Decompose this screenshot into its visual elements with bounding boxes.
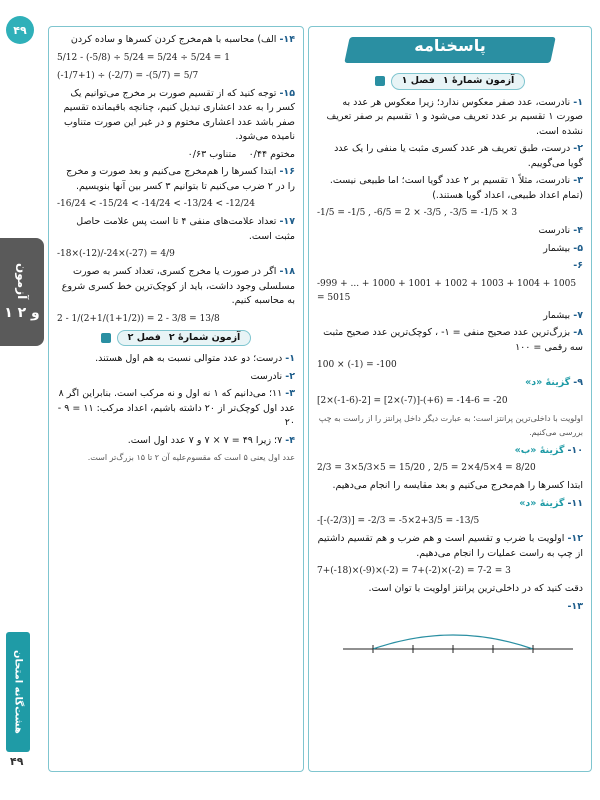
section-icon: [375, 76, 385, 86]
answer-item: ۶-: [573, 260, 583, 271]
math-line: -18×(-12)/-24×(-27) = 4/9: [57, 249, 175, 259]
math-line: 2/3 = 3×5/3×5 = 15/20 , 2/5 = 2×4/5×4 = 8/20: [317, 463, 536, 473]
exam-tab-label: آزمون: [15, 262, 29, 300]
math-line: (-1/7+1) ÷ (-2/7) = -(5/7) = 5/7: [57, 70, 199, 81]
math-line: 100 × (-1) = -100: [317, 360, 397, 370]
decimal-labels: مختوم ۰/۴۴ متناوب ۰/۶۳: [187, 148, 295, 160]
banner-title: پاسخنامه: [414, 36, 486, 55]
answer-item: ۱- درست؛ دو عدد متوالی نسبت به هم اول هستند.: [95, 353, 295, 364]
answer-item: ۱۷- تعداد علامت‌های منفی ۴ تا است پس علامت حاصل مثبت است.: [76, 216, 295, 242]
answer-item: ۸- بزرگ‌ترین عدد صحیح منفی = ۱- ، کوچک‌ترین عدد صحیح مثبت سه رقمی = ۱۰۰: [323, 327, 583, 353]
answer-item: ۴- ۷؛ زیرا ۴۹ = ۷ × ۷ و ۷ عدد اول است.: [127, 434, 295, 446]
answer-item: ۳- نادرست، مثلاً ۱ تقسیم بر ۲ عدد گویا است؛ اما طبیعی نیست. (تمام اعداد طبیعی، اعداد گویا هستند.): [329, 175, 583, 201]
answer-item: ۳- ۱۱؛ می‌دانیم که ۱ نه اول و نه مرکب است. بنابراین اگر ۸ عدد اول کوچک‌تر از ۲۰ داشته باشیم، اعداد مرکب: ۱۱ = ۹ - ۲۰: [57, 388, 295, 428]
page-number: ۴۹: [10, 755, 24, 768]
answer-item: ۱۴- الف) محاسبه با هم‌مخرج کردن کسرها و ساده کردن: [70, 34, 295, 45]
left-column: [48, 26, 304, 772]
answer-item: ۱۸- اگر در صورت یا مخرج کسری، تعداد کسر به صورت مسلسلی وجود داشت، باید از کوچک‌ترین خط کسری شروع به محاسبه کنیم.: [61, 266, 295, 306]
exam-tab: [0, 238, 44, 346]
section-icon: [101, 333, 111, 343]
answer-item: ۱۰- گزینهٔ «ب»: [514, 444, 583, 456]
answer-item: ۲- نادرست: [250, 370, 295, 382]
math-line: 7+(-18)×(-9)×(-2) = 7+(-2)×(-2) = 7-2 = 3: [317, 566, 511, 576]
number-line-diagram: [333, 621, 583, 661]
answer-item: ۱۳-: [567, 600, 583, 612]
math-line: [2×(-1-6)-2] = [2×(-7)]-(+6) = -14-6 = -20: [317, 395, 508, 406]
section-header-2: [57, 330, 295, 347]
section-chapter: فصل ۱: [401, 75, 435, 86]
section-label: آزمون شمارهٔ ۱: [442, 75, 515, 86]
answer-item: ۴- نادرست: [538, 225, 583, 236]
section-label: آزمون شمارهٔ ۲: [168, 331, 241, 343]
banner: [317, 33, 583, 69]
answer-item: ۲- درست، طبق تعریف هر عدد کسری مثبت یا منفی را یک عدد گویا می‌گوییم.: [334, 143, 583, 169]
brand-label: هشت‌گانه امتحان: [6, 632, 30, 752]
math-line: 5/12 - (-5/8) ÷ 5/24 = 5/24 ÷ 5/24 = 1: [57, 52, 230, 63]
answer-item: ۱۲- اولویت با ضرب و تقسیم است و هم ضرب و هم تقسیم داشتیم از چپ به راست عملیات را انجام می‌دهیم.: [317, 533, 583, 559]
answer-item: ۱۶- ابتدا کسرها را هم‌مخرج می‌کنیم و بعد صورت و مخرج را در ۲ ضرب می‌کنیم تا بتوانیم ۳ کسر بین آنها بنویسیم.: [66, 166, 295, 192]
math-line: -16/24 < -15/24 < -14/24 < -13/24 < -12/24: [57, 199, 255, 209]
math-line: -[-(-2/3)] = -2/3 = -5×2+3/5 = -13/5: [317, 516, 480, 526]
math-line: -1/5 = -1/5 , -6/5 = 2 × -3/5 , -3/5 = -1/5 × 3: [317, 208, 518, 218]
answer-item: ۹- گزینهٔ «د»: [525, 377, 583, 388]
answer-item: ۱۱- گزینهٔ «د»: [519, 497, 583, 509]
corner-badge: ۴۹: [6, 16, 34, 44]
note-inner: دقت کنید که در داخلی‌ترین پرانتز اولویت با توان است.: [368, 583, 583, 594]
answer-item: ۱- نادرست، عدد صفر معکوس ندارد؛ زیرا معکوس هر عدد به صورت ۱ تقسیم بر عدد تعریف می‌شود و ۱ تقسیم بر صفر تعریف نشده است.: [326, 96, 583, 137]
right-column: [308, 26, 592, 772]
sidebar: [0, 0, 46, 800]
note-compare: ابتدا کسرها را هم‌مخرج می‌کنیم و بعد مقایسه را انجام می‌دهیم.: [332, 480, 583, 491]
note-priority: اولویت با داخلی‌ترین پرانتز است؛ به عبارت دیگر داخل پرانتز را از راست به چپ بررسی می‌کنیم.: [318, 413, 583, 437]
math-line: -999 + ... + 1000 + 1001 + 1002 + 1003 + 1004 + 1005 = 5015: [317, 278, 577, 303]
exam-tab-numbers: ۱ و ۲: [4, 305, 40, 322]
math-line: 2 - 1/(2+1/(1+1/2)) = 2 - 3/8 = 13/8: [57, 313, 220, 324]
answer-item: ۵- بیشمار: [543, 242, 583, 254]
section-chapter: فصل ۲: [127, 331, 161, 343]
section-header-1: [317, 73, 583, 90]
footnote: عدد اول یعنی ۵ است که مقسوم‌علیه آن ۲ تا ۱۵ بزرگ‌تر است.: [87, 453, 295, 462]
answer-item: ۱۵- توجه کنید که از تقسیم صورت بر مخرج می‌توانیم یک کسر را به عدد اعشاری تبدیل کنیم، چنانچه باقیمانده تقسیم صفر باشد عدد اعشاری مختوم و در غیر این صورت متناوب نامیده می‌شود.: [63, 87, 295, 142]
answer-item: ۷- بیشمار: [543, 309, 583, 321]
